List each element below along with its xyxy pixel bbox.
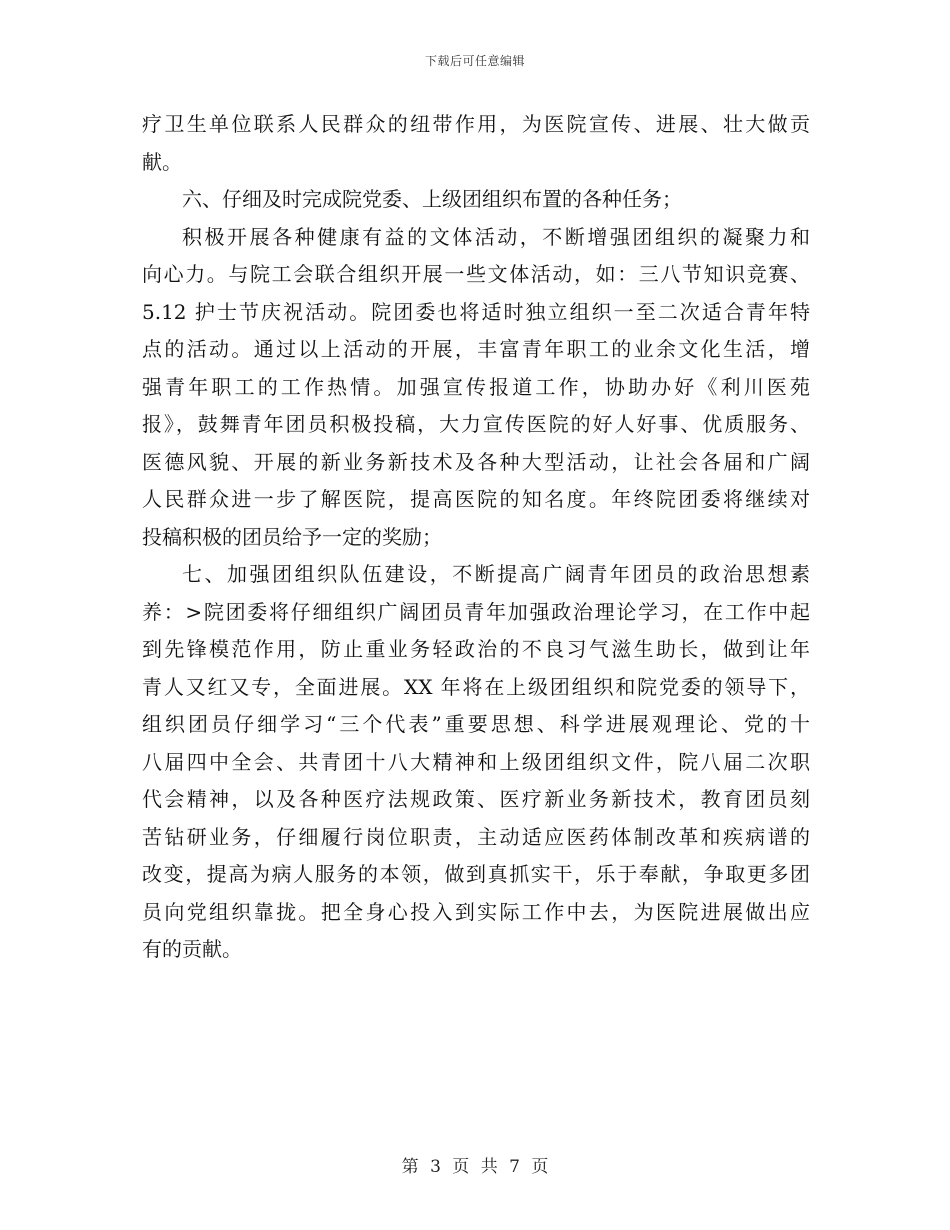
text-line: 向心力。与院工会联合组织开展一些文体活动，如：三八节知识竞赛、 [142,262,810,286]
page-footer [0,1152,950,1177]
text-line: 积极开展各种健康有益的文体活动，不断增强团组织的凝聚力和 [182,224,810,249]
text-line: 点的活动。通过以上活动的开展，丰富青年职工的业余文化生活，增 [142,337,810,361]
text-line: 六、仔细及时完成院党委、上级团组织布置的各种任务； [182,187,682,211]
text-line: 青人又红又专，全面进展。XX 年将在上级团组织和院党委的领导下， [142,674,810,699]
text-line: 组织团员仔细学习“三个代表”重要思想、科学进展观理论、党的十 [142,712,810,736]
text-line: 人民群众进一步了解医院，提高医院的知名度。年终院团委将继续对 [142,487,810,511]
text-line: 八届四中全会、共青团十八大精神和上级团组织文件，院八届二次职 [142,749,810,774]
header-note: 下载后可任意编辑 [424,54,525,68]
document-body [142,106,810,969]
text-line: 改变，提高为病人服务的本领，做到真抓实干，乐于奉献，争取更多团 [142,862,810,886]
text-line: 员向党组织靠拢。把全身心投入到实际工作中去，为医院进展做出应 [142,899,810,924]
text-line: 到先锋模范作用，防止重业务轻政治的不良习气滋生助长，做到让年 [142,637,810,661]
text-line: 5.12 护士节庆祝活动。院团委也将适时独立组织一至二次适合青年特 [142,299,810,324]
page-header [0,52,950,69]
page-number: 第 3 页 共 7 页 [401,1157,549,1177]
text-line: 养：>院团委将仔细组织广阔团员青年加强政治理论学习，在工作中起 [142,599,810,624]
text-line: 投稿积极的团员给予一定的奖励； [142,524,442,549]
text-line: 报》，鼓舞青年团员积极投稿，大力宣传医院的好人好事、优质服务、 [142,412,810,436]
text-line: 强青年职工的工作热情。加强宣传报道工作，协助办好《利川医苑 [142,374,810,399]
text-line: 医德风貌、开展的新业务新技术及各种大型活动，让社会各届和广阔 [142,449,810,474]
text-line: 代会精神，以及各种医疗法规政策、医疗新业务新技术，教育团员刻 [142,787,810,811]
text-line: 苦钻研业务，仔细履行岗位职责，主动适应医药体制改革和疾病谱的 [142,824,810,849]
text-line: 献。 [142,149,182,174]
text-line: 疗卫生单位联系人民群众的纽带作用，为医院宣传、进展、壮大做贡 [142,112,810,136]
text-line: 七、加强团组织队伍建设，不断提高广阔青年团员的政治思想素 [182,562,810,586]
text-line: 有的贡献。 [142,937,242,961]
